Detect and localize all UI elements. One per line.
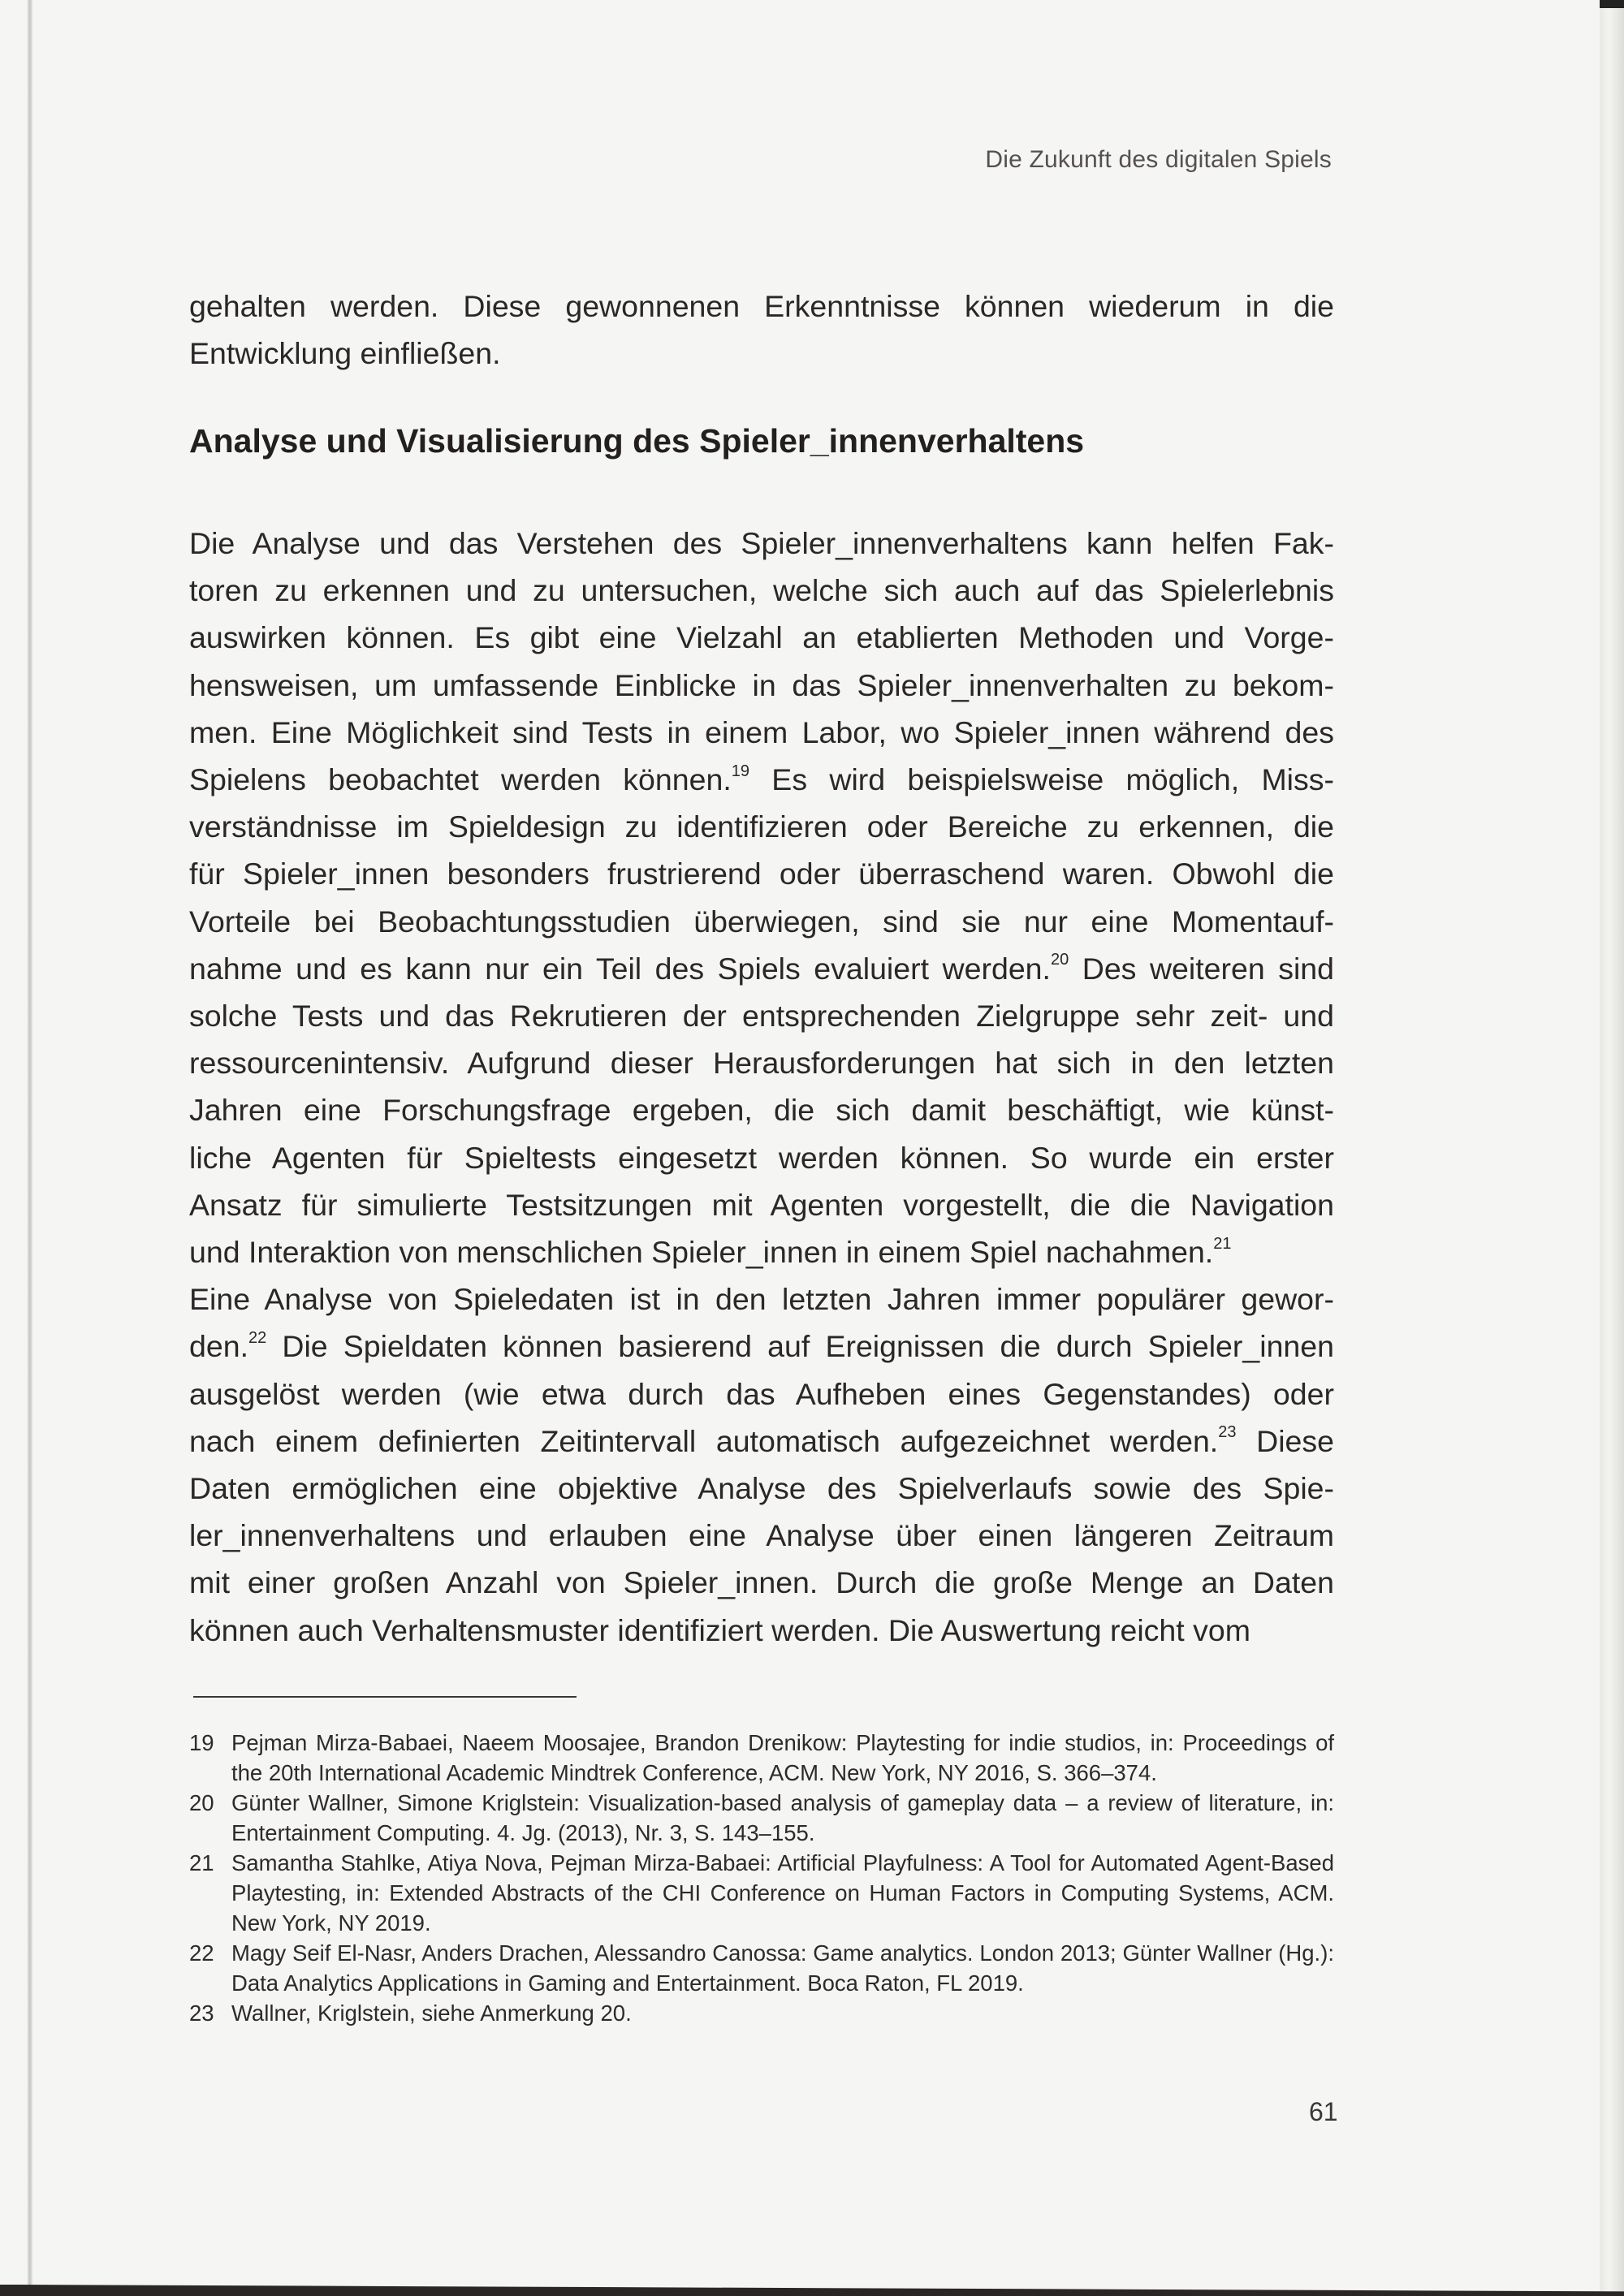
text-line: für Spieler_innen besonders frustrierend oder überraschend waren. Obwohl die [189,857,1334,891]
footnote-reference[interactable]: 22 [248,1328,267,1347]
footnote-reference[interactable]: 23 [1218,1423,1237,1442]
text-line: Eine Analyse von Spieledaten ist in den letzten Jahren immer populärer gewor- [189,1282,1334,1317]
text-line: auswirken können. Es gibt eine Vielzahl an etablierten Methoden und Vorge- [189,620,1334,655]
footnote-reference[interactable]: 20 [1050,951,1069,969]
text-line: verständnisse im Spieldesign zu identifizieren oder Bereiche zu erkennen, die [189,809,1334,844]
footnote-text: Pejman Mirza-Babaei, Naeem Moosajee, Brandon Drenikow: Playtesting for indie studios, in: Proceedings of the 20th International Academic Mindtrek Conference, ACM. New York, NY 2016, S. 366–374. [231,1730,1334,1785]
text-line: hensweisen, um umfassende Einblicke in das Spieler_innenverhalten zu bekom- [189,667,1334,702]
text-line: nach einem definierten Zeitintervall automatisch aufgezeichnet werden.$^{23}$ Diese [189,1423,1334,1458]
footnote-separator [193,1696,577,1698]
footnote-23 [189,1998,1334,2028]
page-outer-edge [1600,0,1624,2296]
scan-shadow-bottom [0,2285,1624,2296]
footnote-21 [189,1848,1334,1938]
text-line: Jahren eine Forschungsfrage ergeben, die sich damit beschäftigt, wie künst- [189,1093,1334,1128]
footnote-text: Samantha Stahlke, Atiya Nova, Pejman Mirza-Babaei: Artificial Playfulness: A Tool for Automated Agent-Based Playtesting, in: Extended Abstracts of the CHI Conference on Human Factors in Computing Systems, ACM. New York, NY 2019. [231,1850,1334,1936]
footnote-number: 19 [189,1730,214,1755]
footnotes [189,1728,1334,2028]
text-line: ler_innenverhaltens und erlauben eine Analyse über einen längeren Zeitraum [189,1518,1334,1553]
footnote-number: 22 [189,1940,214,1966]
page-number: 61 [1309,2097,1338,2126]
footnote-20 [189,1788,1334,1848]
text-line: Die Analyse und das Verstehen des Spieler_innenverhaltens kann helfen Fak- [189,526,1334,560]
footnote-text: Günter Wallner, Simone Kriglstein: Visualization-based analysis of gameplay data – a review of literature, in: Entertainment Computing. 4. Jg. (2013), Nr. 3, S. 143–155. [231,1790,1334,1845]
scan-shadow-top [1600,0,1624,8]
text-line: mit einer großen Anzahl von Spieler_innen. Durch die große Menge an Daten [189,1565,1334,1600]
page-binding-edge [28,0,32,2296]
text-line: gehalten werden. Diese gewonnenen Erkenntnisse können wiederum in die [189,289,1334,323]
text-line: ressourcenintensiv. Aufgrund dieser Herausforderungen hat sich in den letzten [189,1046,1334,1081]
text-line: toren zu erkennen und zu untersuchen, welche sich auch auf das Spielerlebnis [189,573,1334,608]
footnote-reference[interactable]: 21 [1213,1234,1232,1253]
footnote-number: 20 [189,1790,214,1815]
text-line: den.$^{22}$ Die Spieldaten können basierend auf Ereignissen die durch Spieler_innen [189,1328,1334,1364]
footnote-reference[interactable]: 19 [731,762,750,780]
text-line: Ansatz für simulierte Testsitzungen mit Agenten vorgestellt, die die Navigation [189,1187,1334,1222]
main-paragraph [189,520,1334,1654]
text-line: Entwicklung einfließen. [189,336,501,371]
footnote-text: Wallner, Kriglstein, siehe Anmerkung 20. [231,2000,632,2026]
footnote-22 [189,1938,1334,1998]
footnote-text: Magy Seif El-Nasr, Anders Drachen, Alessandro Canossa: Game analytics. London 2013; Günter Wallner (Hg.): Data Analytics Applications in Gaming and Entertainment. Boca Raton, FL 2019. [231,1940,1334,1996]
footnote-number: 21 [189,1850,214,1875]
text-line: können auch Verhaltensmuster identifiziert werden. Die Auswertung reicht vom [189,1612,1250,1647]
text-line: Vorteile bei Beobachtungsstudien überwiegen, sind sie nur eine Momentauf- [189,904,1334,939]
text-line: men. Eine Möglichkeit sind Tests in einem Labor, wo Spieler_innen während des [189,714,1334,749]
text-line: nahme und es kann nur ein Teil des Spiels evaluiert werden.$^{20}$ Des weiteren sind [189,951,1335,986]
text-line: solche Tests und das Rekrutieren der entsprechenden Zielgruppe sehr zeit- und [189,999,1334,1034]
running-header: Die Zukunft des digitalen Spiels [985,146,1332,173]
text-line: liche Agenten für Spieltests eingesetzt werden können. So wurde ein erster [189,1140,1334,1175]
text-line: Spielens beobachtet werden können.$^{19}$ Es wird beispielsweise möglich, Miss- [189,762,1334,797]
text-line: Daten ermöglichen eine objektive Analyse des Spielverlaufs sowie des Spie- [189,1471,1334,1506]
section-heading: Analyse und Visualisierung des Spieler_innenverhaltens [189,422,1085,460]
lead-paragraph [189,283,1334,377]
footnote-19 [189,1728,1334,1788]
text-line: und Interaktion von menschlichen Spieler_innen in einem Spiel nachahmen.$^{21}$ [189,1234,1232,1270]
text-line: ausgelöst werden (wie etwa durch das Aufheben eines Gegenstandes) oder [189,1376,1334,1411]
footnote-number: 23 [189,2000,214,2026]
